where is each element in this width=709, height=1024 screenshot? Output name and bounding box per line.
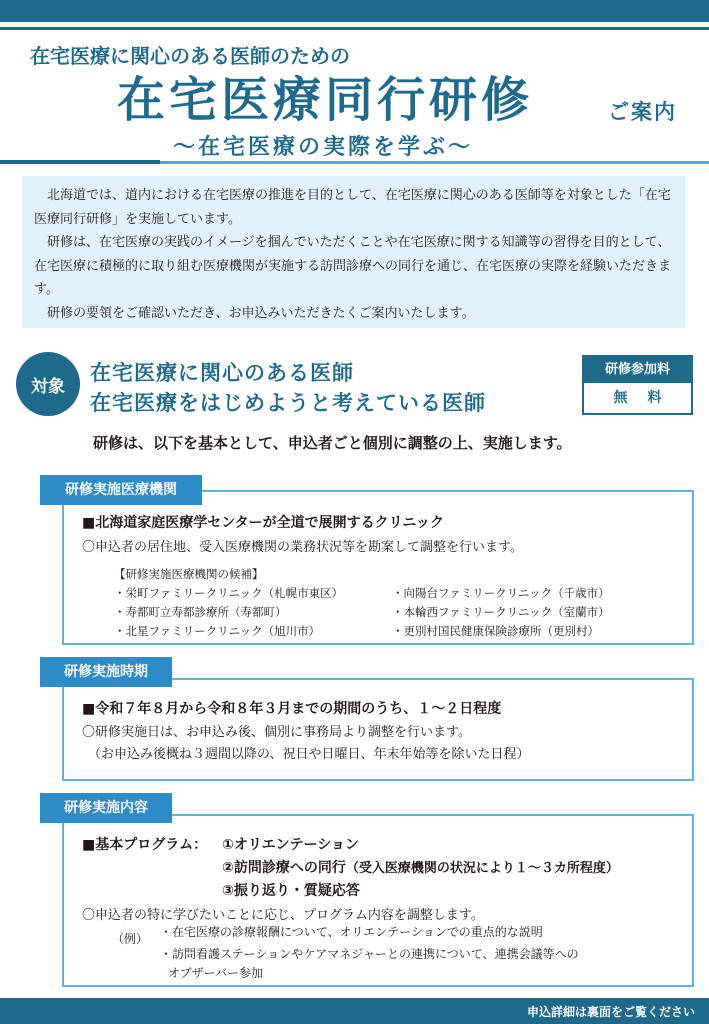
- basic-note: 研修は、以下を基本として、申込者ごと個別に調整の上、実施します。: [93, 434, 572, 452]
- section-tab-institutions: 研修実施医療機関: [40, 475, 202, 505]
- period-note: 〇研修実施日は、お申込み後、個別に事務局より調整を行います。: [82, 725, 471, 740]
- header-tagline: ～在宅医療の実際を学ぶ～: [173, 135, 474, 160]
- candidate-item: ・寿都町立寿都診療所（寿都町）: [114, 605, 287, 619]
- header-separator-dark: [0, 160, 160, 164]
- content-box: [62, 814, 694, 987]
- header-subtitle: 在宅医療に関心のある医師のための: [30, 44, 350, 68]
- header-separator-light: [160, 161, 709, 164]
- intro-paragraph: 北海道では、道内における在宅医療の推進を目的として、在宅医療に関心のある医師等を対象とした「在宅医療同行研修」を実施しています。: [34, 188, 671, 227]
- footer-text: 申込詳細は裏面をご覧ください: [526, 1005, 695, 1019]
- institutions-note: 〇申込者の居住地、受入医療機関の業務状況等を勘案して調整を行います。: [82, 540, 523, 555]
- institutions-box: [62, 490, 694, 645]
- header-top-line: [0, 27, 709, 30]
- candidate-item: ・栄町ファミリークリニック（札幌市東区）: [114, 586, 344, 600]
- candidate-item: ・北星ファミリークリニック（旭川市）: [114, 624, 321, 638]
- content-note: 〇申込者の特に学びたいことに応じ、プログラム内容を調整します。: [82, 908, 484, 923]
- example-item: ・訪問看護ステーションやケアマネジャーとの連携について、連携会議等への: [160, 947, 579, 961]
- page-title: 在宅医療同行研修: [117, 72, 534, 128]
- period-heading: ■令和７年８月から令和８年３月までの期間のうち、１～２日程度: [82, 701, 502, 717]
- program-item-note: （受入医療機関の状況により１～３カ所程度）: [345, 861, 619, 876]
- period-note: （お申込み後概ね３週間以降の、祝日や日曜日、年末年始等を除いた日程）: [88, 747, 530, 762]
- header-top-bar: [0, 0, 709, 22]
- example-item: ・在宅医療の診療報酬について、オリエンテーションでの重点的な説明: [160, 925, 543, 939]
- target-line: 在宅医療をはじめようと考えている医師: [90, 391, 486, 415]
- fee-label: 研修参加料: [584, 357, 691, 383]
- footer-bar: [0, 998, 709, 1024]
- program-label: ■基本プログラム：: [82, 837, 208, 853]
- target-line: 在宅医療に関心のある医師: [90, 361, 354, 385]
- program-item: ①オリエンテーション: [222, 837, 360, 853]
- section-tab-content: 研修実施内容: [40, 793, 172, 823]
- candidate-item: ・向陽台ファミリークリニック（千歳市）: [392, 586, 610, 600]
- program-item: ③振り返り・質疑応答: [222, 883, 360, 899]
- page-title-suffix: ご案内: [608, 100, 677, 124]
- fee-value: 無料: [613, 390, 682, 406]
- intro-paragraph: 研修は、在宅医療の実践のイメージを掴んでいただくことや在宅医療に関する知識等の習得を目的として、在宅医療に積極的に取り組む医療機関が実施する訪問診療への同行を通じ、在宅医療の実際を経験いただきます。: [34, 235, 672, 297]
- institutions-heading: ■北海道家庭医療学センターが全道で展開するクリニック: [82, 515, 444, 531]
- program-item-label: ②訪問診療への同行: [222, 860, 346, 876]
- intro-box: [22, 176, 686, 328]
- target-badge: 対象: [16, 352, 80, 416]
- candidate-item: ・本輪西ファミリークリニック（室蘭市）: [392, 605, 610, 619]
- example-label: （例）: [112, 932, 149, 946]
- period-box: [62, 678, 694, 781]
- program-item: [222, 857, 619, 877]
- example-item: オブザーバー参加: [168, 966, 264, 980]
- candidate-item: ・更別村国民健康保険診療所（更別村）: [392, 624, 599, 638]
- section-tab-period: 研修実施時期: [40, 657, 172, 687]
- fee-box: [582, 355, 693, 415]
- intro-paragraph: 研修の要領をご確認いただき、お申込みいただきたくご案内いたします。: [34, 305, 475, 321]
- candidates-title: 【研修実施医療機関の候補】: [114, 567, 264, 581]
